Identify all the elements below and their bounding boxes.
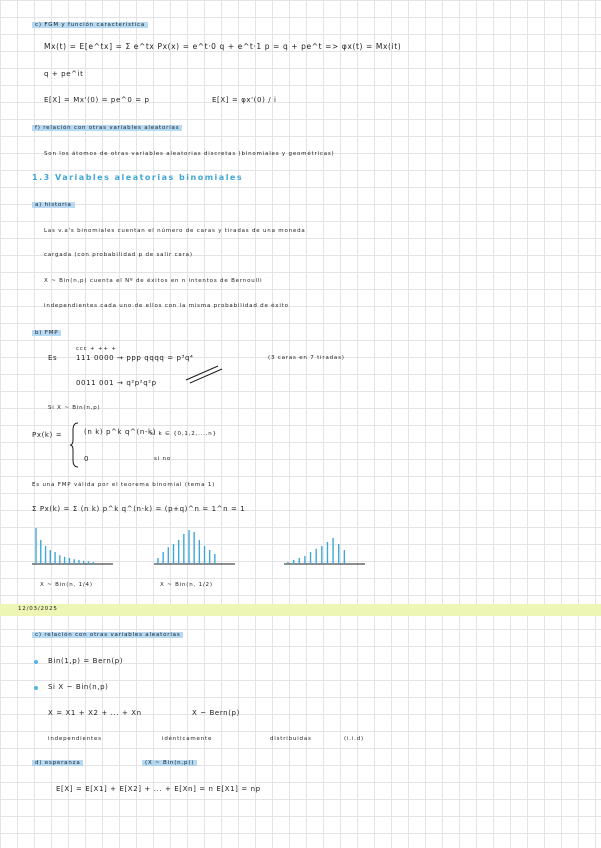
- independent-label: independientes: [48, 736, 102, 742]
- example-note: (3 caras en 7 tiradas): [268, 355, 345, 361]
- section-c2-title: c) relación con otras variables aleatorias: [32, 632, 183, 638]
- distributed-label: distribuidas: [270, 736, 312, 742]
- bullet-icon: [34, 686, 38, 690]
- section-f-title: f) relación con otras variables aleatorias: [32, 125, 182, 131]
- mgf-formula: Mx(t) = E[e^tx] = Σ e^tx Px(x) = e^t·0 q + e^t·1 p = q + pe^t => φx(t) = Mx(it): [44, 42, 402, 51]
- binomial-plot-1: [30, 520, 115, 568]
- bullet-icon: [34, 660, 38, 664]
- expectation-alt-formula: E[X] = φx'(0) / i: [212, 96, 277, 104]
- pmf-case-1-condition: si k ∈ {0,1,2,...,n}: [150, 431, 217, 437]
- example-sequence-2: 0011 001 → q²p²q²p: [76, 379, 157, 387]
- pmf-label: Px(k) =: [32, 431, 63, 439]
- identically-label: idénticamente: [162, 736, 213, 742]
- binomial-si: Si X ~ Bin(n,p): [48, 405, 101, 411]
- pmf-sum-formula: Σ Px(k) = Σ (n k) p^k q^(n-k) = (p+q)^n = 1^n = 1: [32, 505, 246, 513]
- pmf-valid-text: Es una FMP válida por el teorema binomial (tema 1): [32, 482, 216, 488]
- pmf-case-2-condition: si no: [154, 456, 171, 462]
- history-line-3: X ~ Bin(n,p) cuenta el Nº de éxitos en n intentos de Bernoulli: [44, 278, 263, 284]
- history-line-2: cargada (con probabilidad p de salir cara): [44, 252, 193, 258]
- section-c-title: c) FGM y función característica: [32, 22, 148, 28]
- example-sequence-1: 111 0000 → ppp qqqq = p³q⁴: [76, 354, 194, 362]
- binomial-title: 1.3 Variables aleatorias binomiales: [32, 173, 244, 182]
- pmf-brace: [70, 422, 80, 468]
- section-d-title: d) esperanza: [32, 760, 83, 766]
- date-label: 12/03/2025: [18, 606, 58, 612]
- double-slash-mark: [184, 364, 224, 384]
- bernoulli-dist: X ~ Bern(p): [192, 709, 240, 717]
- relation-item-2: Si X ~ Bin(n,p): [48, 683, 109, 691]
- pmf-case-1: (n k) p^k q^(n-k): [84, 428, 156, 436]
- relation-item-1: Bin(1,p) = Bern(p): [48, 657, 124, 665]
- sum-of-bernoullis: X = X1 + X2 + ... + Xn: [48, 709, 142, 717]
- section-b-title: b) FMP: [32, 330, 61, 336]
- mgf-continuation: q + pe^it: [44, 70, 84, 78]
- example-label: Es: [48, 354, 58, 362]
- plot-label-1: X ~ Bin(n, 1/4): [40, 582, 93, 588]
- example-header: ccc + ++ +: [76, 346, 117, 352]
- expectation-sum-formula: E[X] = E[X1] + E[X2] + ... + E[Xn] = n E[X1] = np: [56, 785, 261, 793]
- binomial-plot-3: [282, 520, 367, 568]
- history-line-4: independientes cada uno de ellos con la misma probabilidad de éxito: [44, 303, 289, 309]
- binomial-plot-2: [152, 520, 237, 568]
- date-band: [0, 604, 601, 616]
- section-a-title: a) historia: [32, 202, 75, 208]
- iid-label: (i.i.d): [344, 736, 364, 742]
- section-d-condition: (X ~ Bin(n,p)): [142, 760, 197, 766]
- history-line-1: Las v.a's binomiales cuentan el número de caras y tiradas de una moneda: [44, 228, 306, 234]
- section-f-text: Son los átomos de otras variables aleatorias discretas (binomiales y geométricas): [44, 151, 335, 157]
- expectation-formula: E[X] = Mx'(0) = pe^0 = p: [44, 96, 150, 104]
- plot-label-2: X ~ Bin(n, 1/2): [160, 582, 213, 588]
- pmf-case-2: 0: [84, 455, 90, 463]
